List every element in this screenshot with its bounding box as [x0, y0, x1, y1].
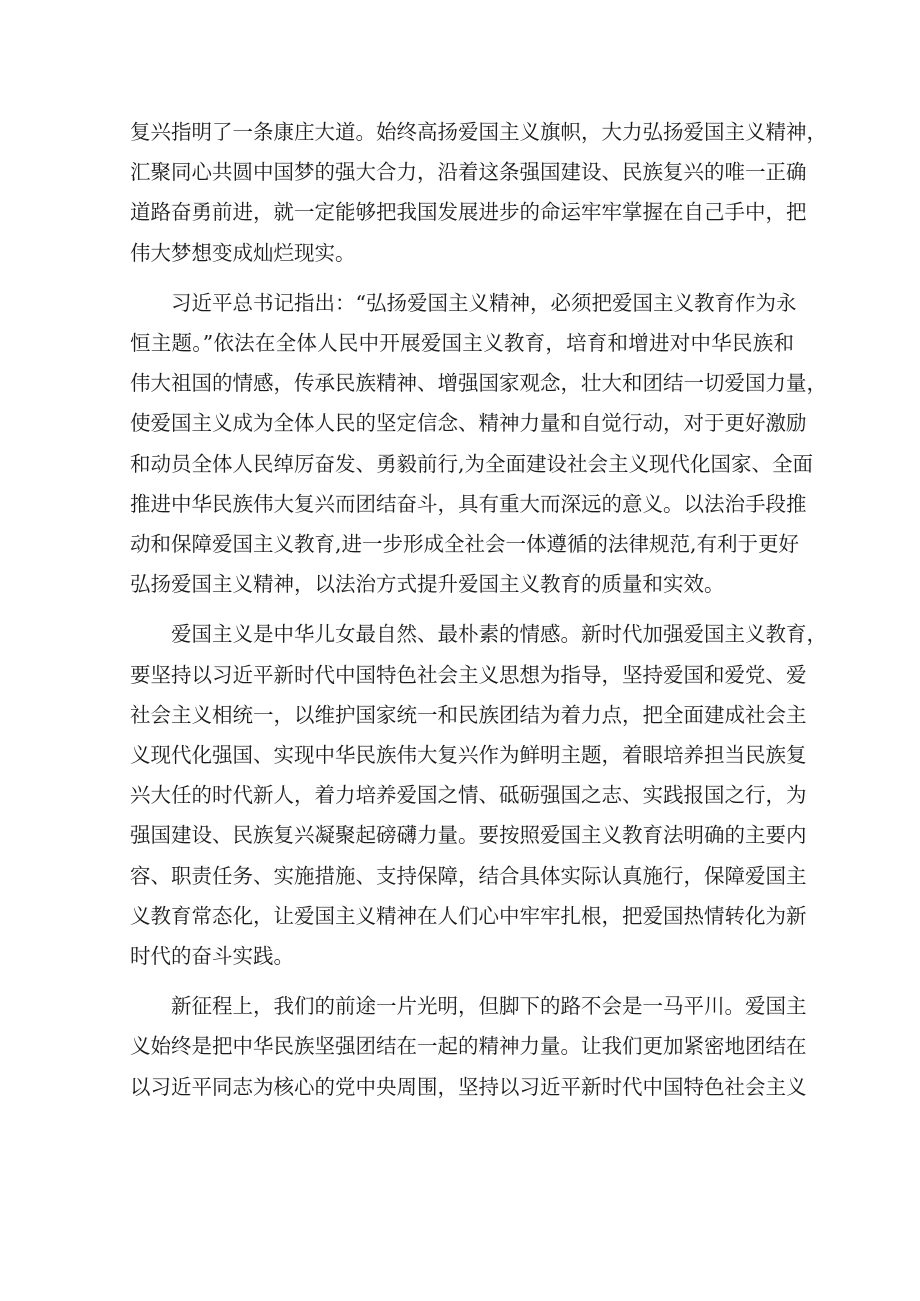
text-line: 要坚持以习近平新时代中国特色社会主义思想为指导，坚持爱国和爱党、爱	[130, 662, 807, 687]
text-line: 义教育常态化，让爱国主义精神在人们心中牢牢扎根，把爱国热情转化为新	[130, 903, 807, 928]
text-line: 弘扬爱国主义精神，以法治方式提升爱国主义教育的质量和实效。	[130, 572, 725, 597]
text-line: 动和保障爱国主义教育,进一步形成全社会一体遵循的法律规范,有利于更好	[130, 532, 800, 557]
text-line: 复兴指明了一条康庄大道。始终高扬爱国主义旗帜，大力弘扬爱国主义精神，	[130, 120, 827, 144]
text-line: 和动员全体人民绰厉奋发、勇毅前行,为全面建设社会主义现代化国家、全面	[130, 451, 814, 476]
text-line: 习近平总书记指出：“弘扬爱国主义精神，必须把爱国主义教育作为永	[171, 290, 797, 315]
text-line: 汇聚同心共圆中国梦的强大合力，沿着这条强国建设、民族复兴的唯一正确	[130, 160, 807, 185]
text-line: 义始终是把中华民族坚强团结在一起的精神力量。让我们更加紧密地团结在	[130, 1034, 807, 1059]
text-line: 强国建设、民族复兴凝聚起磅礴力量。要按照爱国主义教育法明确的主要内	[130, 823, 807, 848]
text-line: 新征程上，我们的前途一片光明，但脚下的路不会是一马平川。爱国主	[171, 994, 807, 1019]
text-line: 伟大祖国的情感，传承民族精神、增强国家观念，壮大和团结一切爱国力量，	[130, 371, 827, 396]
text-line: 伟大梦想变成灿烂现实。	[130, 240, 356, 265]
text-line: 时代的奋斗实践。	[130, 944, 294, 969]
text-line: 义现代化强国、实现中华民族伟大复兴作为鲜明主题，着眼培养担当民族复	[130, 743, 807, 768]
text-line: 恒主题。”依法在全体人民中开展爱国主义教育，培育和增进对中华民族和	[130, 331, 794, 356]
paragraph-4	[130, 986, 807, 1107]
paragraph-2	[130, 283, 827, 605]
text-line: 兴大任的时代新人，着力培养爱国之情、砥砺强国之志、实践报国之行，为	[130, 783, 807, 808]
text-line: 道路奋勇前进，就一定能够把我国发展进步的命运牢牢掌握在自己手中，把	[130, 200, 807, 225]
text-line: 推进中华民族伟大复兴而团结奋斗，具有重大而深远的意义。以法治手段推	[130, 491, 807, 516]
text-line: 爱国主义是中华儿女最自然、最朴素的情感。新时代加强爱国主义教育，	[171, 622, 827, 647]
paragraph-3	[130, 614, 827, 976]
document-body	[130, 112, 827, 1117]
text-line: 以习近平同志为核心的党中央周围，坚持以习近平新时代中国特色社会主义	[130, 1074, 807, 1099]
paragraph-1	[130, 112, 827, 273]
text-line: 使爱国主义成为全体人民的坚定信念、精神力量和自觉行动，对于更好激励	[130, 411, 807, 436]
text-line: 社会主义相统一，以维护国家统一和民族团结为着力点，把全面建成社会主	[130, 702, 807, 727]
text-line: 容、职责任务、实施措施、支持保障，结合具体实际认真施行，保障爱国主	[130, 863, 807, 888]
